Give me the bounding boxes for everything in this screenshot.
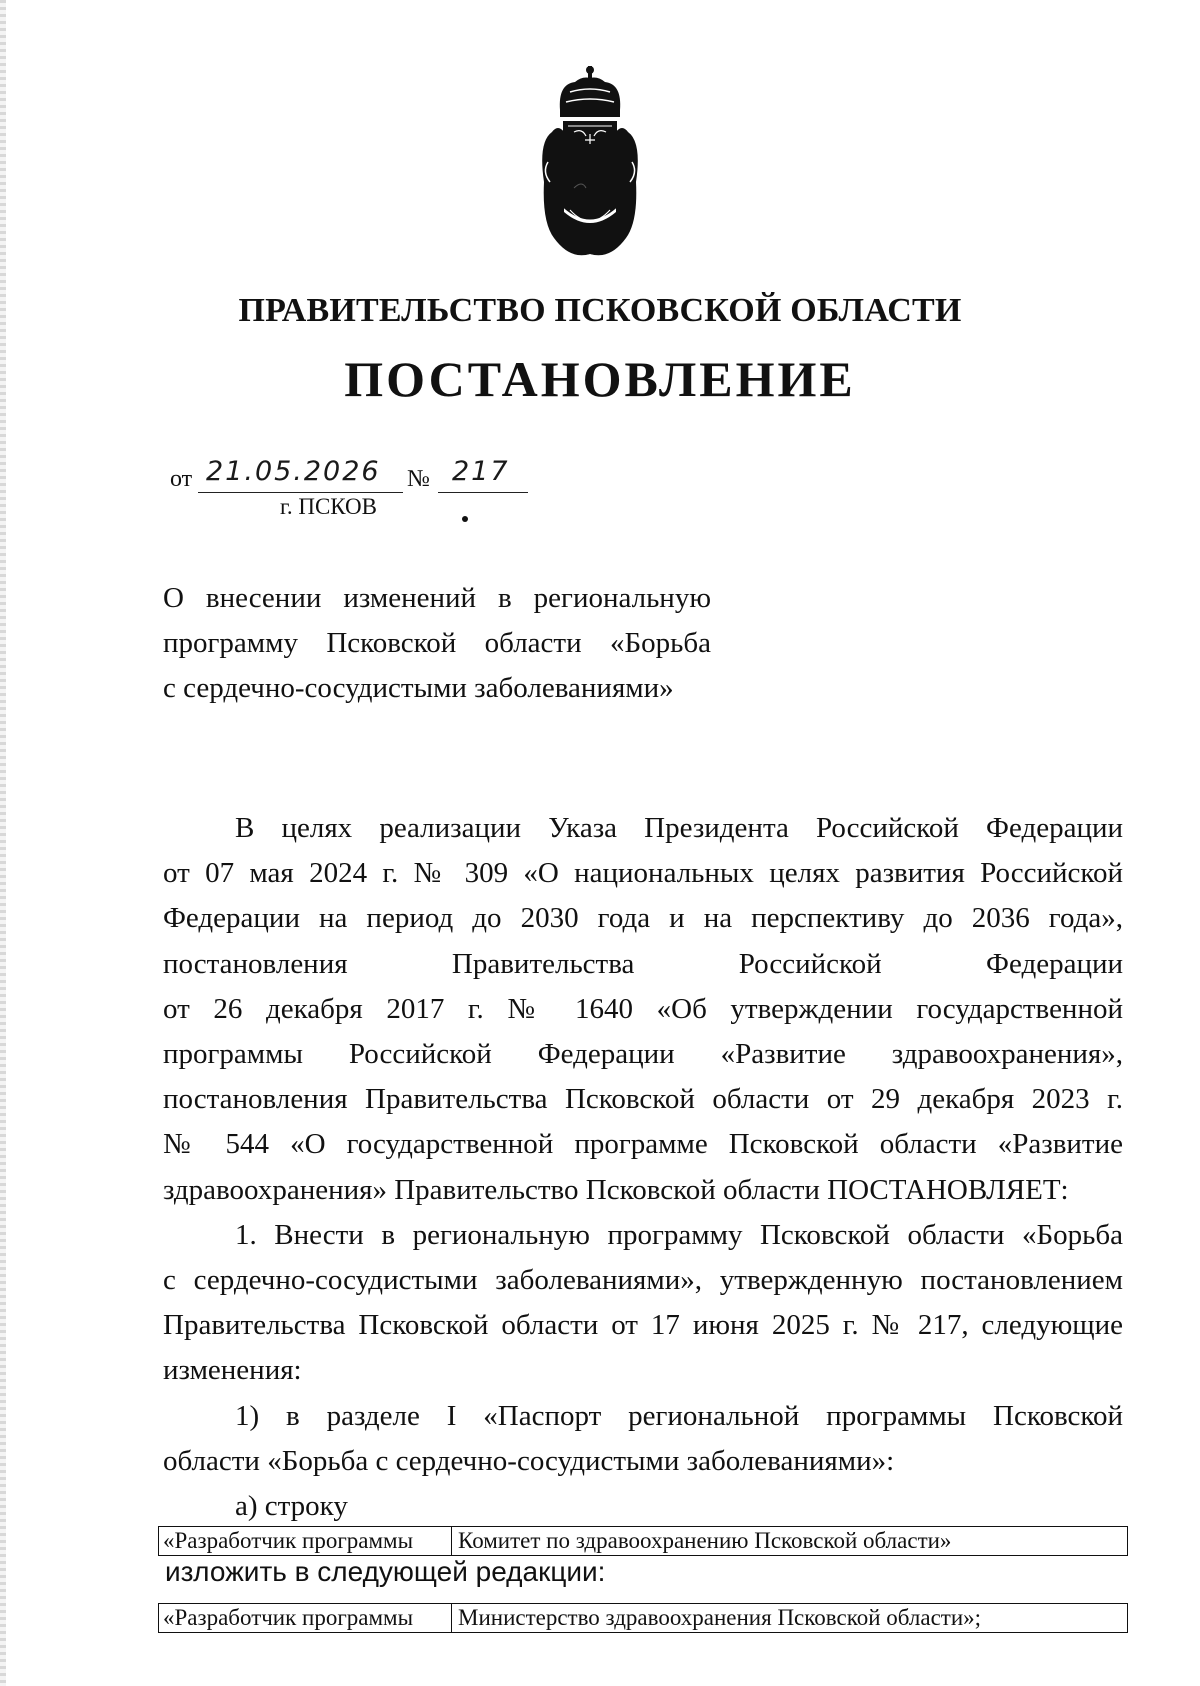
subject-line: программу Псковской области «Борьба bbox=[163, 627, 711, 659]
organization-title: ПРАВИТЕЛЬСТВО ПСКОВСКОЙ ОБЛАСТИ bbox=[238, 292, 962, 329]
scan-edge bbox=[0, 0, 6, 1686]
body-line: от 26 декабря 2017 г. № 1640 «Об утверждении государственной bbox=[163, 992, 1123, 1025]
date-prefix: от bbox=[170, 466, 193, 492]
body-line: здравоохранения» Правительство Псковской области ПОСТАНОВЛЯЕТ: bbox=[163, 1173, 1069, 1206]
body-line: 1. Внести в региональную программу Псковской области «Борьба bbox=[235, 1218, 1123, 1251]
body-line: В целях реализации Указа Президента Российской Федерации bbox=[235, 812, 1123, 844]
table-new-row bbox=[158, 1603, 1128, 1633]
table-old-value: Комитет по здравоохранению Псковской области» bbox=[458, 1528, 952, 1553]
body-line: с сердечно-сосудистыми заболеваниями», утвержденную постановлением bbox=[163, 1264, 1123, 1297]
restate-text: изложить в следующей редакции: bbox=[165, 1556, 606, 1587]
date-field bbox=[198, 458, 403, 493]
body-line: Правительства Псковской области от 17 июня 2025 г. № 217, следующие bbox=[163, 1309, 1123, 1342]
city-label: г. ПСКОВ bbox=[280, 494, 378, 519]
body-line: а) строку bbox=[235, 1490, 348, 1523]
document-type-title: ПОСТАНОВЛЕНИЕ bbox=[344, 351, 856, 407]
table-old-label: «Разработчик программы bbox=[159, 1527, 452, 1555]
document-subject bbox=[163, 576, 711, 711]
body-line: области «Борьба с сердечно-сосудистыми заболеваниями»: bbox=[163, 1444, 895, 1477]
body-line: 1) в разделе I «Паспорт региональной программы Псковской bbox=[235, 1399, 1123, 1432]
stamp-dot bbox=[462, 516, 468, 522]
body-line: постановления Правительства Псковской области от 29 декабря 2023 г. bbox=[163, 1083, 1123, 1116]
body-line: № 544 «О государственной программе Псковской области «Развитие bbox=[163, 1128, 1123, 1161]
coat-of-arms-icon bbox=[530, 62, 650, 262]
body-line: от 07 мая 2024 г. № 309 «О национальных целях развития Российской bbox=[163, 857, 1123, 890]
number-field bbox=[438, 458, 528, 493]
body-line: Федерации на период до 2030 года и на перспективу до 2036 года», bbox=[163, 902, 1123, 935]
body-line: программы Российской Федерации «Развитие здравоохранения», bbox=[163, 1038, 1123, 1071]
document-body bbox=[163, 806, 1123, 1529]
body-line: изменения: bbox=[163, 1354, 302, 1387]
table-new-value: Министерство здравоохранения Псковской области»; bbox=[458, 1605, 982, 1630]
body-line: постановления Правительства Российской Федерации bbox=[163, 947, 1123, 980]
table-new-label: «Разработчик программы bbox=[159, 1604, 452, 1632]
number-prefix: № bbox=[407, 466, 430, 492]
handwritten-date: 21.05.2026 bbox=[206, 456, 381, 487]
subject-line: О внесении изменений в региональную bbox=[163, 582, 711, 614]
handwritten-number: 217 bbox=[452, 456, 510, 487]
table-old-row bbox=[158, 1526, 1128, 1556]
subject-line: с сердечно-сосудистыми заболеваниями» bbox=[163, 672, 674, 704]
